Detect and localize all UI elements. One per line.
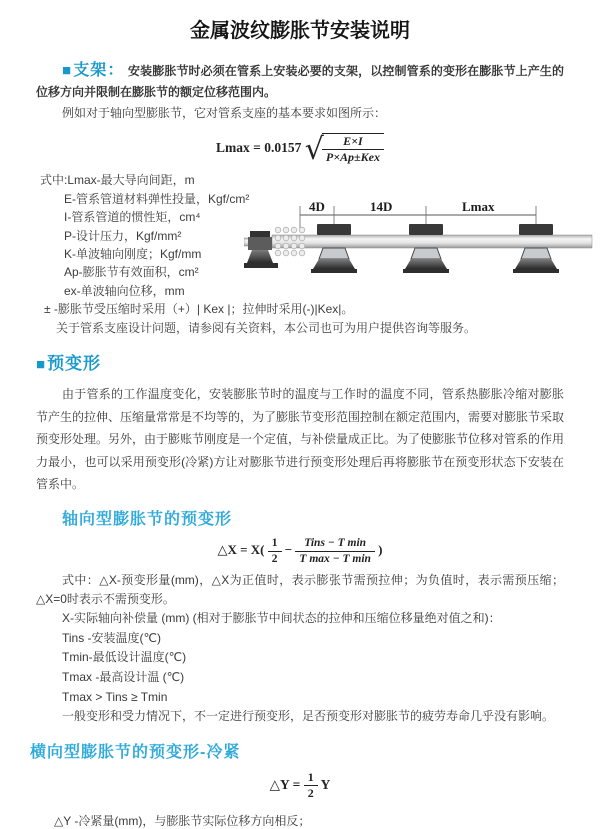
dim-label-14d: 14D [370, 199, 393, 215]
formula-lateral-suffix: Y [320, 776, 331, 792]
formula-lateral-prefix: △Y = [269, 776, 301, 792]
support-intro-paragraph [36, 60, 564, 103]
axial-definition-line: Tmax -最高设计温 (℃) [62, 669, 185, 684]
formula-lateral-predeform [0, 771, 600, 800]
formula-axial-frac1-top: 1 [268, 537, 282, 552]
formula-lmax [0, 132, 600, 168]
support-example-text: 例如对于轴向型膨胀节，它对管系支座的基本要求如图所示： [62, 106, 387, 120]
axial-definition-line: 一般变形和受力情况下，不一定进行预变形，足否预变形对膨胀节的疲劳寿命几乎没有影响。 [62, 709, 555, 724]
pipe-support-diagram [244, 197, 596, 293]
axial-definition-line: Tmin-最低设计温度(℃) [62, 650, 187, 665]
formula-axial-operator: − [284, 542, 293, 557]
formula-axial-predeform [0, 537, 600, 565]
blue-square-bullet-icon: ■ [36, 356, 47, 374]
formula-lmax-denominator: P×Ap±Kex [325, 150, 380, 165]
formula-lateral-frac-bot: 2 [307, 785, 314, 800]
page-title: 金属波纹膨胀节安装说明 [190, 20, 410, 42]
section-heading-predeform [36, 349, 600, 374]
subheading-lateral-predeform: 横向型膨胀节的预变形-冷紧 [30, 743, 241, 761]
predeform-body-text: 由于管系的工作温度变化，安装膨胀节时的温度与工作时的温度不同，管系热膨胀冷缩对膨胀节产生的拉伸、压缩量常常是不均等的，为了膨胀节变形范围控制在额定范围内，需要对膨胀节采取预变形处理。另外，由于膨账节刚度是一个定值，与补偿量成正比。为了使膨胀节位移对管系的作用力最小，也可以采用预变形(冷紧)方让对膨胀节进行预变形处理后再将膨胀节在预变形状态下安装在管系中。 [36, 387, 565, 492]
definition-line: P-设计压力，Kgf/mm² [64, 228, 182, 243]
sqrt-radical: √ $\frac{E\times I}{\text{P×Ap±Kex}}$ [305, 133, 384, 164]
definition-line: ± -膨胀节受压缩时采用（+）| Kex |；拉伸时采用(-)|Kex|。 [44, 302, 354, 317]
axial-explain-text: 式中：△X-预变形量(mm)，△X为正值时，表示膨张节需预拉伸；为负值时，表示需预压缩；△X=0时表示不需预变形。 [36, 573, 564, 607]
axial-definition-line: X-实际轴向补偿量 (mm) (相对于膨胀节中间状态的拉伸和压缩位移量绝对值之和)： [62, 611, 501, 626]
definition-line: E-管系管道材料弹性投量，Kgf/cm² [64, 191, 250, 206]
definition-line: ex-单波轴向位移，mm [64, 283, 185, 298]
formula-lateral-frac-top: 1 [304, 771, 318, 786]
formula-axial-prefix: △X = X( [217, 542, 265, 557]
definition-line: I-管系管道的惯性矩，cm⁴ [64, 210, 201, 225]
formula-lmax-lhs: Lmax = 0.0157 [216, 139, 302, 155]
guide-support-icon [513, 224, 559, 273]
lateral-explain-text: △Y -冷紧量(mm)，与膨胀节实际位移方向相反； [54, 814, 311, 829]
definition-line: 式中:Lmax-最大导向间距，m [40, 173, 195, 188]
pipe [272, 235, 592, 248]
support-intro-text: 安装膨胀节时必须在管系上安装必要的支架，以控制管系的变形在膨胀节上产生的位移方向并限制在膨胀节的额定位移范围内。 [36, 64, 564, 99]
formula-lmax-numerator: E×I [322, 135, 384, 150]
dim-label-lmax: Lmax [462, 199, 495, 215]
section-heading-support [62, 62, 125, 79]
blue-square-bullet-icon: ■ [62, 62, 73, 79]
formula-axial-frac2-top: Tins − T min [295, 537, 375, 552]
axial-definition-line: Tmax > Tins ≥ Tmin [62, 689, 168, 704]
dim-label-4d: 4D [309, 199, 325, 215]
formula-axial-frac2-bot: T max − T min [299, 552, 371, 565]
axial-definition-line: Tins -安装温度(℃) [62, 630, 162, 645]
definition-line: K-单波轴向刚度；Kgf/mm [64, 247, 202, 261]
definition-line: Ap-膨胀节有效面积，cm² [64, 265, 199, 280]
section-heading-predeform-label: 预变形 [47, 354, 102, 374]
guide-support-icon [311, 224, 357, 273]
definitions-and-diagram [40, 171, 600, 337]
formula-axial-frac1-bot: 2 [271, 552, 278, 565]
subheading-axial-predeform: 轴向型膨胀节的预变形 [62, 510, 233, 528]
section-heading-support-label: 支架： [73, 62, 125, 79]
formula-axial-suffix: ) [378, 542, 383, 557]
support-note-text: 关于管系支座设计问题，请参阅有关资料，本公司也可为用户提供咨询等服务。 [56, 320, 477, 335]
guide-support-icon [403, 224, 449, 273]
